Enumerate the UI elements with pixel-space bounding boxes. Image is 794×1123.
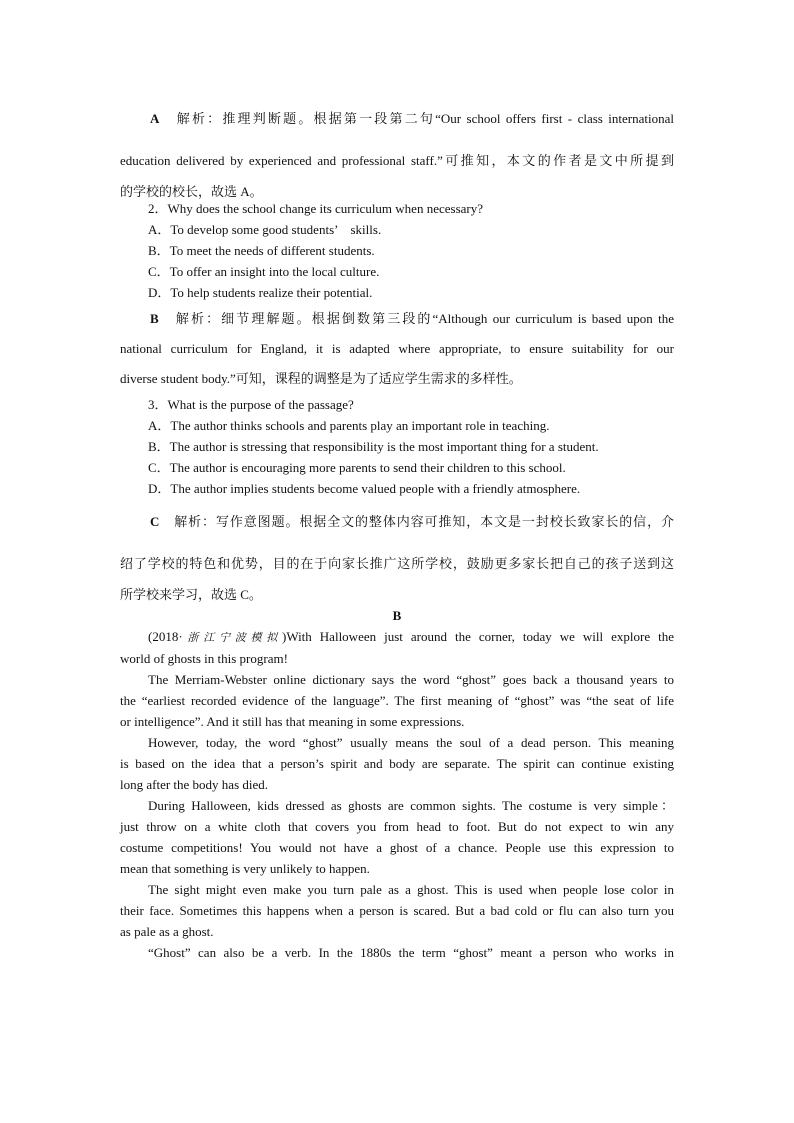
answer-1-line-3: 的学校的校长，故选 A。 [120,184,263,199]
passage-b [120,605,674,963]
passage-text: )With Halloween just around the corner, today we will explore the [281,629,674,644]
answer-2 [120,304,674,394]
passage-p2-line-1: The Merriam-Webster online dictionary says the word “ghost” goes back a thousand years to [148,672,674,687]
passage-p5-line-2: their face. Sometimes this happens when a person is scared. But a bad cold or flu can also turn you [120,903,674,918]
passage-p3-line-1: However, today, the word “ghost” usually means the soul of a dead person. This meaning [148,735,674,750]
passage-p4-line-1: During Halloween, kids dressed as ghosts are common sights. The costume is very simple： [148,798,674,813]
question-3 [120,394,674,499]
answer-1-line-1 [120,98,674,140]
question-2-option-a: A．To develop some good students’ skills. [148,222,382,237]
passage-p3-line-2: is based on the idea that a person’s spirit and body are separate. The spirit can continue existing [120,756,674,771]
question-3-option-c: C．The author is encouraging more parents to send their children to this school. [148,460,566,475]
question-2 [120,198,674,303]
answer-letter: C [150,514,160,529]
source-tag: 浙江宁波模拟 [182,631,282,644]
passage-p5-line-3: as pale as a ghost. [120,924,214,939]
passage-p4-line-4: mean that something is very unlikely to happen. [120,861,370,876]
question-3-stem: 3．What is the purpose of the passage? [148,397,354,412]
question-2-option-d: D．To help students realize their potential. [148,285,373,300]
passage-p2-line-3: or intelligence”. And it still has that meaning in some expressions. [120,714,465,729]
passage-p2-line-2: the “earliest recorded evidence of the language”. The first meaning of “ghost” was “the seat of life [120,693,674,708]
answer-2-line-1 [120,304,674,334]
question-3-option-a: A．The author thinks schools and parents play an important role in teaching. [148,418,550,433]
answer-1 [120,98,674,202]
answer-2-line-3: diverse student body.”可知，课程的调整是为了适应学生需求的多样性。 [120,371,522,386]
passage-p3-line-3: long after the body has died. [120,777,269,792]
passage-heading: B [392,608,402,623]
answer-letter: B [150,311,159,326]
answer-2-line-2: national curriculum for England, it is adapted where appropriate, to ensure suitability for our [120,341,674,356]
question-2-option-b: B．To meet the needs of different students. [148,243,375,258]
answer-3 [120,501,674,605]
answer-letter: A [150,111,160,126]
question-3-option-d: D．The author implies students become valued people with a friendly atmosphere. [148,481,581,496]
answer-3-line-1 [120,501,674,543]
question-2-option-c: C．To offer an insight into the local culture. [148,264,380,279]
answer-3-line-2: 绍了学校的特色和优势，目的在于向家长推广这所学校，鼓励更多家长把自己的孩子送到这 [120,555,674,571]
passage-p1-line-2: world of ghosts in this program! [120,651,288,666]
passage-p1-line-1 [120,626,674,648]
question-3-option-b: B．The author is stressing that responsibility is the most important thing for a student. [148,439,599,454]
source-year: (2018· [148,629,183,644]
answer-text: 解析：写作意图题。根据全文的整体内容可推知，本文是一封校长致家长的信，介 [174,514,674,529]
document-page [120,100,674,963]
answer-text: 解析：细节理解题。根据倒数第三段的“Although our curriculum is based upon the [175,311,674,326]
answer-text: 解析：推理判断题。根据第一段第二句“Our school offers first - class international [176,111,674,126]
passage-p5-line-1: The sight might even make you turn pale as a ghost. This is used when people lose color in [148,882,674,897]
passage-p6-line-1: “Ghost” can also be a verb. In the 1880s the term “ghost” meant a person who works in [148,945,674,960]
passage-p4-line-3: costume competitions! You would not have a ghost of a chance. People use this expression to [120,840,674,855]
answer-1-line-2: education delivered by experienced and professional staff.”可推知，本文的作者是文中所提到 [120,152,674,168]
passage-p4-line-2: just throw on a white cloth that covers you from head to foot. But do not expect to win any [120,819,674,834]
question-2-stem: 2．Why does the school change its curriculum when necessary? [148,201,484,216]
answer-3-line-3: 所学校来学习，故选 C。 [120,587,262,602]
